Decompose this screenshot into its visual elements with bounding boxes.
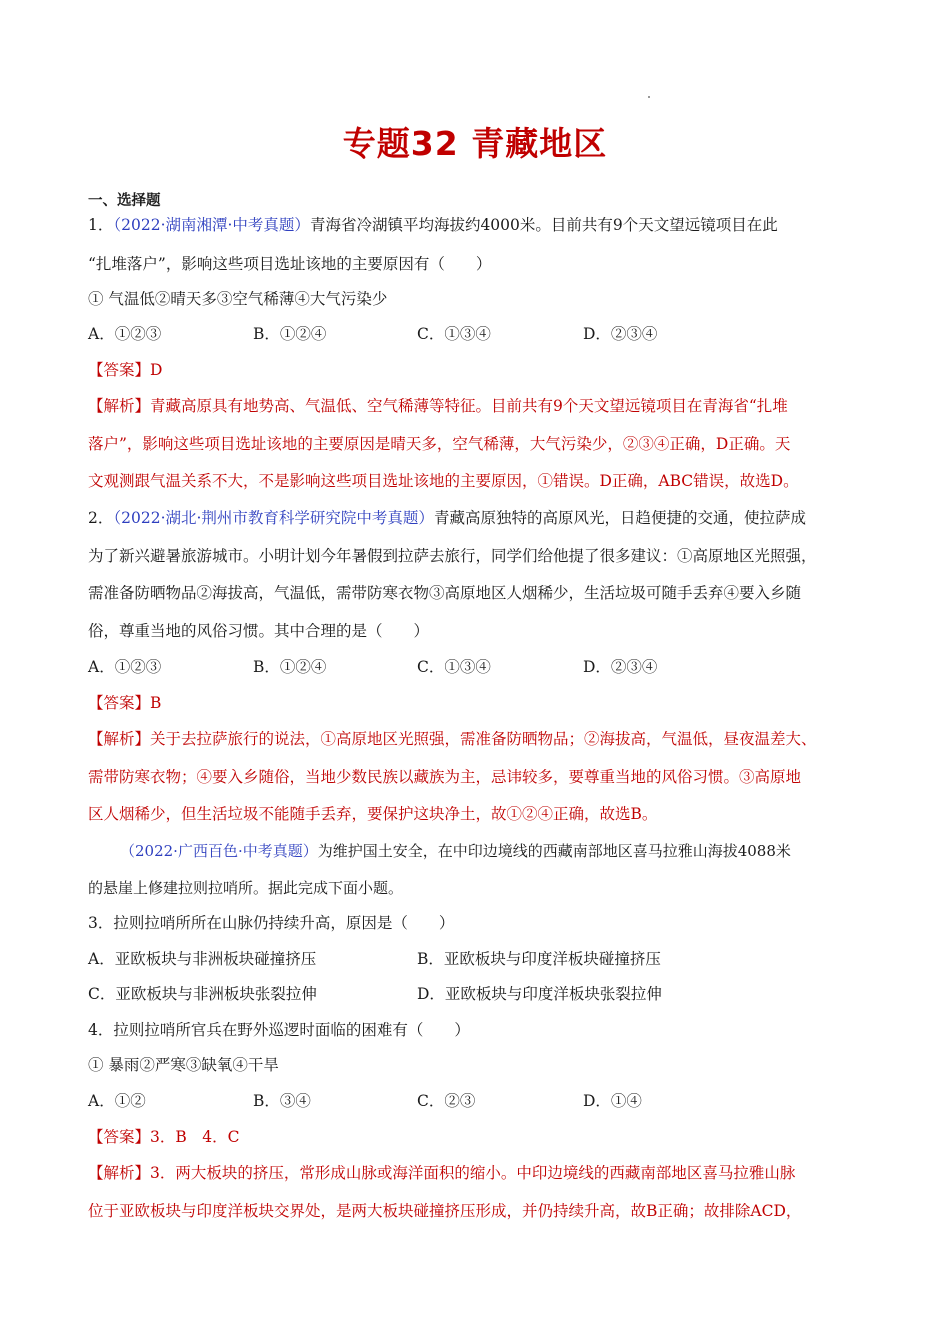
q1-stem-1: 青海省冷湖镇平均海拔约4000米。目前共有9个天文望远镜项目在此 — [309, 216, 778, 234]
q2-line-1 — [88, 507, 806, 529]
q34-answer-tag: 【答案】 — [88, 1128, 151, 1146]
q2-analysis-2: 需带防寒衣物；④要入乡随俗，当地少数民族以藏族为主，忌讳较多，要尊重当地的风俗习惯。③高原地 — [88, 768, 802, 786]
q1-stem-2: “扎堆落户”，影响这些项目选址该地的主要原因有（ ） — [88, 255, 492, 273]
q4-option-b: B．③④ — [253, 1092, 311, 1110]
q34-analysis-text-1: 3．两大板块的挤压，常形成山脉或海洋面积的缩小。中印边境线的西藏南部地区喜马拉雅山脉 — [150, 1164, 796, 1182]
q2-stem-1: 青藏高原独特的高原风光，日趋便捷的交通，使拉萨成 — [433, 509, 806, 527]
q34-answer-value: 3．B 4．C — [150, 1128, 240, 1146]
q4-option-c: C．②③ — [417, 1092, 476, 1110]
q34-analysis-1 — [88, 1162, 795, 1184]
q1-option-c: C．①③④ — [417, 325, 491, 343]
q3-stem: 3．拉则拉哨所所在山脉仍持续升高，原因是（ ） — [88, 914, 455, 932]
q1-source: （2022·湖南湘潭·中考真题） — [113, 216, 310, 234]
q2-analysis-text-1: 关于去拉萨旅行的说法，①高原地区光照强，需准备防晒物品；②海拔高，气温低，昼夜温差大、 — [150, 730, 817, 748]
q1-analysis-3: 文观测跟气温关系不大，不是影响这些项目选址该地的主要原因，①错误。D正确，ABC错误，故选D。 — [88, 472, 799, 490]
q2-answer — [88, 692, 161, 714]
q2-answer-tag: 【答案】 — [88, 694, 151, 712]
q2-answer-value: B — [150, 694, 162, 712]
q4-stem: 4．拉则拉哨所官兵在野外巡逻时面临的困难有（ ） — [88, 1021, 470, 1039]
section-heading: 一、选择题 — [88, 193, 161, 209]
q2-option-a: A．①②③ — [88, 658, 162, 676]
q3-option-b: B．亚欧板块与印度洋板块碰撞挤压 — [417, 950, 661, 968]
q1-answer-tag: 【答案】 — [88, 361, 151, 379]
q1-analysis-text-1: 青藏高原具有地势高、气温低、空气稀薄等特征。目前共有9个天文望远镜项目在青海省“扎堆 — [150, 397, 788, 415]
q1-option-b: B．①②④ — [253, 325, 327, 343]
q1-stem-3: ① 气温低②晴天多③空气稀薄④大气污染少 — [88, 290, 388, 308]
q1-number: 1． — [88, 216, 114, 234]
q2-analysis-3: 区人烟稀少，但生活垃圾不能随手丢弃，要保护这块净土，故①②④正确，故选B。 — [88, 805, 658, 823]
q4-option-d: D．①④ — [583, 1092, 642, 1110]
q2-option-c: C．①③④ — [417, 658, 491, 676]
q34-answer — [88, 1126, 240, 1148]
q2-analysis-tag: 【解析】 — [88, 730, 151, 748]
q2-stem-2: 为了新兴避暑旅游城市。小明计划今年暑假到拉萨去旅行，同学们给他提了很多建议：①高原地区光照强， — [88, 547, 817, 565]
q34-analysis-tag: 【解析】 — [88, 1164, 151, 1182]
q1-answer-value: D — [150, 361, 163, 379]
q2-analysis-1 — [88, 728, 817, 750]
page-title: 专题32 青藏地区 — [342, 124, 608, 163]
q1-analysis-2: 落户”，影响这些项目选址该地的主要原因是晴天多，空气稀薄，大气污染少，②③④正确，D正确。天 — [88, 435, 791, 453]
q3-option-d: D．亚欧板块与印度洋板块张裂拉伸 — [417, 985, 662, 1003]
q1-answer — [88, 359, 162, 381]
intro-line-1 — [120, 840, 791, 862]
q34-analysis-2: 位于亚欧板块与印度洋板块交界处，是两大板块碰撞挤压形成，并仍持续升高，故B正确；故排除ACD， — [88, 1202, 802, 1220]
q1-line-1 — [88, 214, 778, 236]
intro-text-1: 为维护国土安全，在中印边境线的西藏南部地区喜马拉雅山海拔4088米 — [317, 842, 791, 860]
intro-source: （2022·广西百色·中考真题） — [120, 842, 318, 860]
q2-option-b: B．①②④ — [253, 658, 327, 676]
q1-option-d: D．②③④ — [583, 325, 658, 343]
intro-line-2: 的悬崖上修建拉则拉哨所。据此完成下面小题。 — [88, 879, 404, 897]
q4-stem-2: ① 暴雨②严寒③缺氧④干旱 — [88, 1056, 279, 1074]
q1-option-a: A．①②③ — [88, 325, 162, 343]
q2-source: （2022·湖北·荆州市教育科学研究院中考真题） — [113, 509, 434, 527]
q1-analysis-tag: 【解析】 — [88, 397, 151, 415]
q2-stem-4: 俗，尊重当地的风俗习惯。其中合理的是（ ） — [88, 622, 430, 640]
q2-option-d: D．②③④ — [583, 658, 658, 676]
q4-option-a: A．①② — [88, 1092, 146, 1110]
q1-analysis-1 — [88, 395, 788, 417]
q2-stem-3: 需准备防晒物品②海拔高，气温低，需带防寒衣物③高原地区人烟稀少，生活垃圾可随手丢弃④要入乡随 — [88, 584, 802, 602]
q2-number: 2． — [88, 509, 114, 527]
q3-option-c: C．亚欧板块与非洲板块张裂拉伸 — [88, 985, 317, 1003]
q3-option-a: A．亚欧板块与非洲板块碰撞挤压 — [88, 950, 317, 968]
scan-dot — [648, 96, 650, 98]
